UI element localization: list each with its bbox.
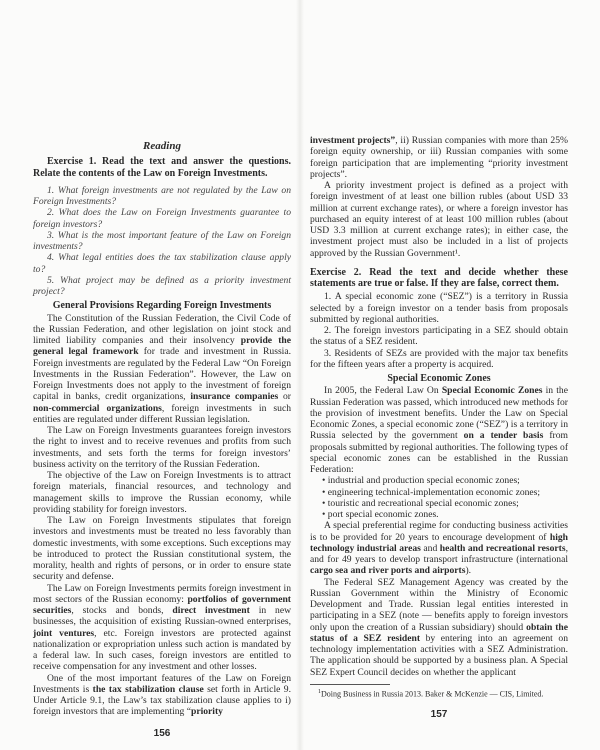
text-run: 4. What legal entities does the tax stabilization clause apply to?: [33, 252, 291, 275]
text-run: touristic and recreational special economic zones;: [327, 497, 519, 509]
bold-term: cargo sea and river ports and airports: [310, 565, 466, 577]
question-item: [33, 185, 291, 208]
text-run: 5. What project may be defined as a priority investment project?: [33, 274, 291, 297]
bold-term: health and recreational resorts: [439, 542, 566, 554]
paragraph: [33, 673, 291, 718]
text-run: In 2005, the Federal Law On: [324, 385, 442, 397]
paragraph: [33, 583, 291, 673]
exercise-instruction: [33, 156, 291, 179]
bold-term: investment projects”: [310, 135, 396, 146]
footnote: [310, 687, 568, 700]
bold-term: joint ventures: [33, 627, 95, 639]
bullet-item: [310, 498, 568, 509]
paragraph: [310, 180, 568, 259]
paragraph: [310, 348, 568, 371]
question-item: [33, 252, 291, 275]
right-page: [310, 135, 568, 721]
paragraph: [33, 313, 291, 426]
text-run: One of the most important features of the Law on Foreign Investments is: [33, 672, 291, 695]
bold-term: non-commercial organizations: [33, 402, 162, 414]
question-item: [33, 207, 291, 230]
page-number-left: 156: [153, 727, 171, 739]
text-run: set forth in Article 9. Under Article 9.1, the Law’s tax stabilization clause applies to i) foreign investors that are implementing “: [33, 683, 291, 718]
text-run: for trade and investment in Russia. Foreign investments are regulated by the Federal Law “On Foreign Investments in the Russian Federation”. However, the Law on Foreign Investments does not apply to the investment of foreign capital in banks, credit organizations,: [33, 346, 291, 403]
bold-term: priority: [190, 706, 223, 718]
subheading: [33, 300, 291, 311]
text-run: Exercise 2. Read the text and decide whether these statements are true or false. If they are false, correct them.: [310, 266, 568, 289]
paragraph: [310, 291, 568, 325]
text-run: The objective of the Law on Foreign Investments is to attract foreign materials, financial resources, and technology and management skills to improve the Russian economy, while providing stability for foreign investors.: [33, 470, 291, 515]
paragraph: [310, 135, 568, 180]
text-run: , foreign investments in such entities are regulated under different Russian legislation.: [33, 402, 292, 425]
paragraph: [33, 425, 291, 470]
bold-term: Special Economic Zones: [441, 385, 543, 397]
question-item: [33, 230, 291, 253]
text-run: ).: [465, 565, 472, 577]
text-run: in new businesses, the acquisition of existing Russian-owned enterprises,: [33, 605, 291, 628]
bold-term: portfolios of government securities: [33, 593, 291, 616]
text-run: 2. The foreign investors participating in a SEZ should obtain the status of a SEZ resident.: [310, 325, 568, 348]
text-run: engineering technical-implementation economic zones;: [327, 486, 541, 498]
text-run: industrial and production special economic zones;: [327, 475, 520, 487]
right-page-text: [310, 135, 568, 678]
bullet-item: [310, 475, 568, 486]
text-run: The Federal SEZ Management Agency was created by the Russian Government within the Ministry of Economic Development and Trade. Russian legal entities interested in participating in a SEZ (note — benefits apply to foreign investors only upon the creation of a Russian subsidiary) should: [310, 576, 568, 633]
question-item: [33, 275, 291, 298]
text-run: from proposals submitted by regional authorities. The following types of special economic zones can be established in the Russian Federation:: [310, 430, 569, 475]
paragraph: [310, 325, 568, 348]
text-run: 3. Residents of SEZs are provided with the major tax benefits for the fifteen years after a property is acquired.: [310, 347, 568, 370]
text-run: General Provisions Regarding Foreign Investments: [52, 300, 272, 312]
text-run: , etc. Foreign investors are protected against nationalization or expropriation unless such action is mandated by a federal law. In such cases, foreign investors are entitled to receive compensation for any investment and other losses.: [33, 627, 291, 673]
page-number-right: 157: [430, 709, 448, 721]
bold-term: provide the general legal framework: [33, 335, 291, 358]
section-heading: [33, 141, 291, 152]
text-run: 2. What does the Law on Foreign Investments guarantee to foreign investors?: [33, 207, 291, 230]
text-run: The Law on Foreign Investments stipulates that foreign investors and investments must be treated no less favorably than domestic investments, with some exceptions. Such exceptions may be introduced to protect the Russian constitutional system, the morality, health and rights of persons, or in order to ensure state security and defense.: [33, 515, 291, 583]
text-run: A special preferential regime for conducting business activities is to be provided for 20 years to encourage development of: [310, 520, 568, 543]
book-gutter: [296, 0, 304, 750]
paragraph: [33, 515, 291, 583]
text-run: Reading: [143, 140, 181, 152]
text-run: The Constitution of the Russian Federation, the Civil Code of the Russian Federation, and other legislation on joint stock and limited liability companies and their insolvency: [33, 312, 291, 346]
bold-term: obtain the status of a SEZ resident: [310, 621, 569, 644]
paragraph: [310, 520, 568, 576]
text-run: and: [420, 542, 440, 554]
text-run: , and for 49 years to develop transport infrastructure (international: [310, 542, 568, 565]
bold-term: the tax stabilization clause: [92, 683, 204, 695]
text-run: or: [278, 391, 291, 403]
exercise-instruction: [310, 267, 568, 290]
text-run: by entering into an agreement on technology implementation activities with a SEZ Administration. The application should be supported by a business plan. A Special SEZ Expert Council decides on whether the applicant: [310, 632, 568, 678]
footnote-divider: [310, 684, 390, 685]
bold-term: high technology industrial areas: [310, 531, 568, 554]
text-run: 1. What foreign investments are not regulated by the Law on Foreign Investments?: [33, 184, 291, 207]
bold-term: insurance companies: [190, 391, 279, 403]
subheading: [310, 373, 568, 384]
text-run: The Law on Foreign Investments guarantees foreign investors the right to invest and to receive revenues and profits from such investments, and sets forth the terms for foreign investors’ business activity on the territory of the Russian Federation.: [33, 425, 291, 470]
paragraph: [310, 385, 568, 475]
text-run: in the Russian Federation was passed, which introduced new methods for the provision of investment benefits. Under the Law on Special Economic Zones, a special economic zone (“SEZ”) is a territory in Russia selected by the government: [310, 385, 568, 442]
left-page: [33, 141, 291, 740]
bold-term: on a tender basis: [463, 430, 544, 442]
bullet-item: [310, 487, 568, 498]
bold-term: direct investment: [172, 605, 250, 616]
left-page-text: [33, 141, 291, 718]
paragraph: [33, 470, 291, 515]
bullet-item: [310, 509, 568, 520]
text-run: 3. What is the most important feature of the Law on Foreign investments?: [33, 229, 291, 252]
text-run: A priority investment project is defined as a project with foreign investment of at least one billion rubles (about USD 33 million at current exchange rates), or where a foreign investor has purchased an equity interest of at least 100 million rubles (about USD 3.3 million at current exchange rates); in either case, the investment project must also be included in a list of projects approved by the Russian Government¹.: [310, 180, 568, 259]
text-run: , stocks and bonds,: [71, 605, 173, 616]
paragraph: [310, 577, 568, 678]
footnote-text: Doing Business in Russia 2013. Baker & McKenzie — CIS, Limited.: [321, 689, 544, 699]
text-run: 1. A special economic zone (“SEZ”) is a territory in Russia selected by a foreign investor on a tender basis from proposals submitted by regional authorities.: [310, 291, 568, 325]
text-run: , ii) Russian companies with more than 25% foreign equity ownership, or iii) Russian companies with some foreign participation that are implementing “priority investment projects”.: [310, 135, 568, 180]
text-run: Special Economic Zones: [387, 373, 491, 384]
text-run: port special economic zones.: [327, 509, 439, 520]
text-run: Exercise 1. Read the text and answer the questions. Relate the contents of the Law on Foreign Investments.: [33, 156, 291, 179]
text-run: The Law on Foreign Investments permits foreign investment in most sectors of the Russian economy:: [33, 582, 291, 605]
footnote-marker: 1: [318, 688, 321, 695]
